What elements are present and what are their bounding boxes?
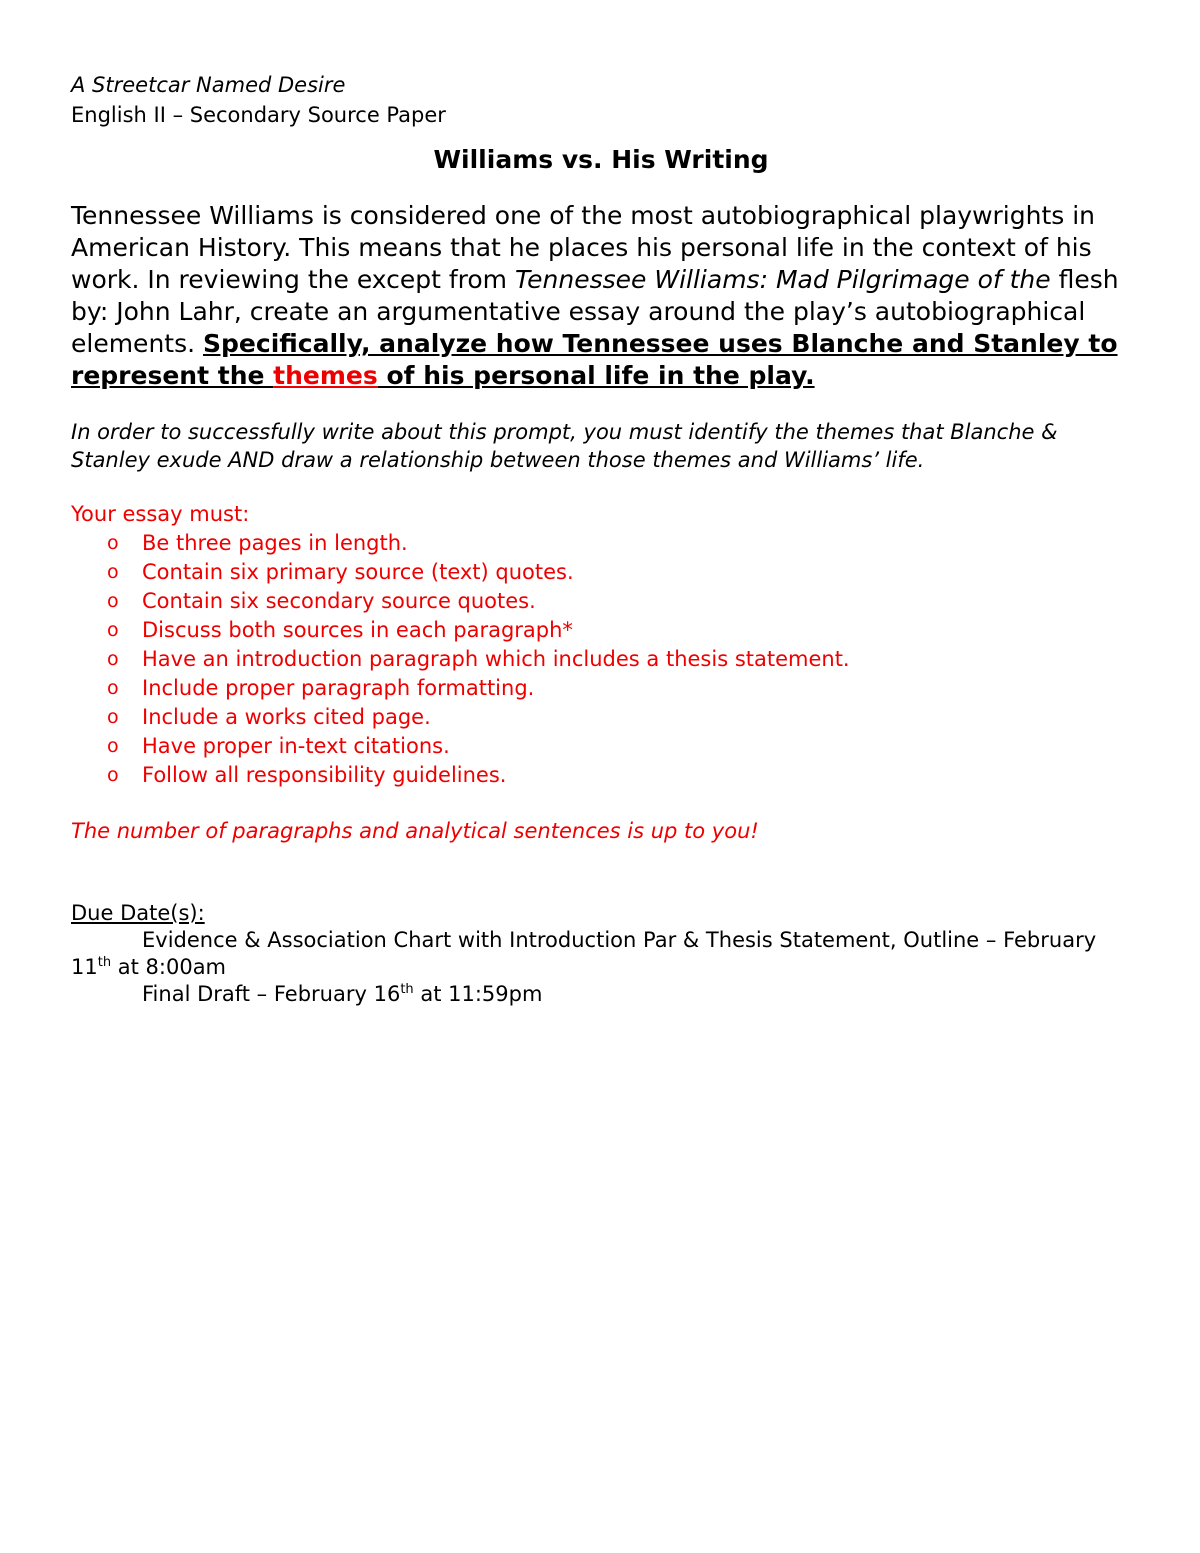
book-title: Tennessee Williams: Mad Pilgrimage of the — [514, 265, 1051, 294]
course-line: English II – Secondary Source Paper — [71, 103, 446, 127]
due-date-2 — [71, 981, 1131, 1008]
list-item — [71, 616, 1131, 645]
due-date-2-sup: th — [400, 982, 414, 997]
prompt-emphasis-themes: themes — [273, 361, 378, 390]
bullet-icon: o — [107, 590, 119, 612]
due-date-1 — [71, 927, 1131, 981]
due-date-1-text-a: Evidence & Association Chart with Introduction Par & Thesis Statement, Outline – — [142, 928, 997, 952]
bullet-icon: o — [107, 735, 119, 757]
list-item — [71, 645, 1131, 674]
instruction-note: In order to successfully write about this prompt, you must identify the themes that Blanche & Stanley exude AND draw a relationship between those themes and Williams’ life. — [71, 420, 1058, 472]
requirement-text: Follow all responsibility guidelines. — [142, 763, 507, 787]
bullet-icon: o — [107, 677, 119, 699]
requirement-text: Have an introduction paragraph which includes a thesis statement. — [142, 647, 850, 671]
requirement-text: Discuss both sources in each paragraph* — [142, 618, 573, 642]
due-dates-heading: Due Date(s): — [71, 901, 205, 925]
bullet-icon: o — [107, 706, 119, 728]
list-item — [71, 587, 1131, 616]
requirement-text: Have proper in-text citations. — [142, 734, 450, 758]
bullet-icon: o — [107, 764, 119, 786]
due-date-1-sup: th — [97, 955, 112, 970]
requirement-text: Include proper paragraph formatting. — [142, 676, 535, 700]
closing-note: The number of paragraphs and analytical sentences is up to you! — [71, 819, 759, 843]
bullet-icon: o — [107, 561, 119, 583]
due-date-1-text-b: February 11 — [71, 928, 1097, 979]
requirements-heading: Your essay must: — [71, 502, 250, 526]
list-item — [71, 674, 1131, 703]
list-item — [71, 732, 1131, 761]
intro-paragraph — [71, 200, 1131, 392]
bullet-icon: o — [107, 648, 119, 670]
play-title: A Streetcar Named Desire — [71, 73, 346, 97]
list-item — [71, 761, 1131, 790]
requirement-text: Contain six primary source (text) quotes. — [142, 560, 574, 584]
intro-text-1: Tennessee Williams is considered one of the most autobiographical playwrights in American History. This means that he places his personal life in the context of his work. In reviewing the except from — [71, 201, 1096, 294]
due-date-1-time: at 8:00am — [111, 955, 227, 979]
bullet-icon: o — [107, 619, 119, 641]
list-item — [71, 529, 1131, 558]
prompt-emphasis-2: of his personal life in the play. — [377, 361, 815, 390]
list-item — [71, 703, 1131, 732]
due-date-2-time: at 11:59pm — [413, 982, 543, 1006]
requirements-list — [71, 529, 1131, 790]
document-page — [71, 70, 1131, 1008]
prompt-emphasis-1: Specifically, analyze how Tennessee uses Blanche and Stanley to represent the — [71, 329, 1118, 390]
requirement-text: Contain six secondary source quotes. — [142, 589, 536, 613]
requirement-text: Include a works cited page. — [142, 705, 431, 729]
document-title: Williams vs. His Writing — [433, 145, 769, 174]
requirement-text: Be three pages in length. — [142, 531, 408, 555]
due-date-2-text: Final Draft – February 16 — [142, 982, 401, 1006]
list-item — [71, 558, 1131, 587]
intro-text-2: flesh by: John Lahr, create an argumentative essay around the play’s autobiographical elements. — [71, 265, 1119, 358]
bullet-icon: o — [107, 532, 119, 554]
